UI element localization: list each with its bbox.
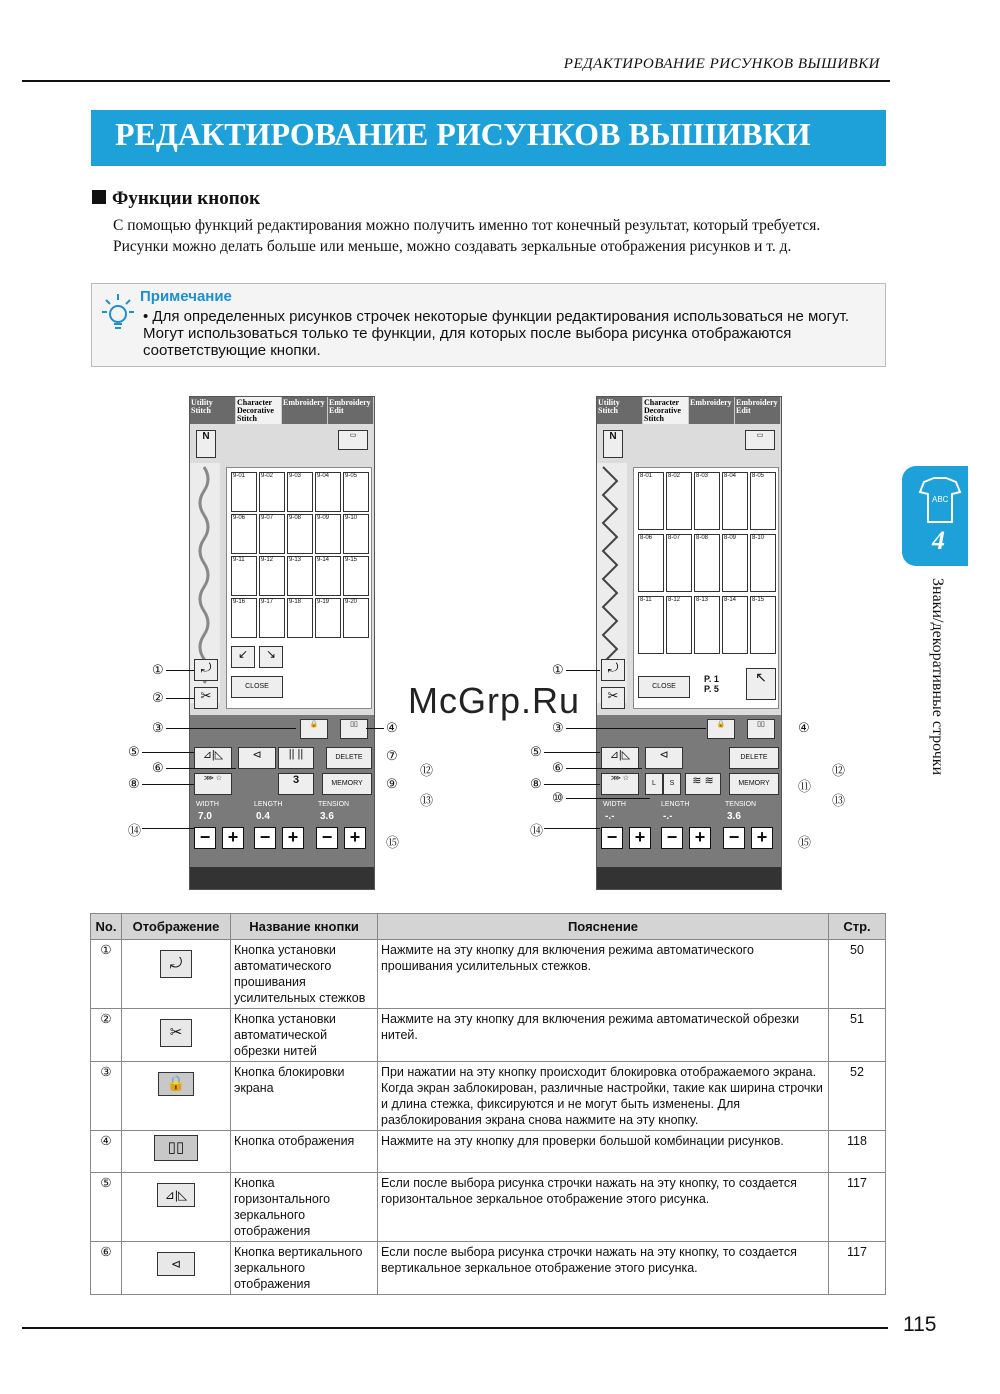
- callout-15: ⑮: [386, 835, 400, 850]
- length-minus-button[interactable]: −: [661, 827, 683, 849]
- tension-label: TENSION: [318, 801, 350, 808]
- stitch-cell[interactable]: 9-02: [259, 472, 285, 512]
- callout-3: ③: [152, 720, 164, 735]
- row-no: ②: [91, 1009, 122, 1062]
- stitch-cell[interactable]: 9-16: [231, 598, 257, 638]
- width-minus-button[interactable]: −: [194, 827, 216, 849]
- tension-minus-button[interactable]: −: [723, 827, 745, 849]
- row-desc: Нажмите на эту кнопку для включения режима автоматического прошивания усилительных стежков.: [378, 940, 829, 1009]
- stitch-cell[interactable]: 9-07: [259, 514, 285, 554]
- callout-12: ⑫: [832, 763, 846, 778]
- tension-value: 3.6: [320, 811, 334, 822]
- stitch-cell[interactable]: 8-06: [638, 534, 664, 592]
- left-screen: [189, 396, 375, 890]
- row-page: 52: [829, 1062, 886, 1131]
- reinforcement-button[interactable]: ⤾: [601, 659, 625, 681]
- table-row: [91, 1131, 886, 1173]
- row-no: ⑥: [91, 1242, 122, 1295]
- width-minus-button[interactable]: −: [601, 827, 623, 849]
- page-title: РЕДАКТИРОВАНИЕ РИСУНКОВ ВЫШИВКИ: [115, 116, 811, 152]
- tab-embroidery-edit[interactable]: Embroidery Edit: [328, 397, 374, 424]
- svg-text:ABC: ABC: [932, 495, 949, 504]
- callout-3: ③: [552, 720, 564, 735]
- horizontal-mirror-button[interactable]: ⊿|◺: [601, 747, 639, 769]
- row-name: Кнопка горизонтального зеркального отображения: [231, 1173, 378, 1242]
- callout-13: ⑬: [832, 793, 846, 808]
- row-desc: Нажмите на эту кнопку для проверки большой комбинации рисунков.: [378, 1131, 829, 1173]
- help-icon[interactable]: ▭: [338, 430, 368, 450]
- stitch-cell[interactable]: 8-09: [722, 534, 748, 592]
- width-label: WIDTH: [196, 801, 219, 808]
- stitch-cell[interactable]: 9-10: [343, 514, 369, 554]
- callout-2: ②: [152, 690, 164, 705]
- callout-12: ⑫: [420, 763, 434, 778]
- close-button[interactable]: CLOSE: [638, 676, 690, 698]
- footer-rule: [22, 1327, 888, 1329]
- stitch-cell[interactable]: 8-12: [666, 596, 692, 654]
- stitch-cell[interactable]: 9-18: [287, 598, 313, 638]
- callout-14: ⑭: [128, 823, 142, 838]
- header-rule: [22, 80, 890, 82]
- stitch-cell[interactable]: 8-07: [666, 534, 692, 592]
- help-icon[interactable]: ▭: [745, 430, 775, 450]
- length-minus-button[interactable]: −: [254, 827, 276, 849]
- width-plus-button[interactable]: +: [222, 827, 244, 849]
- reinforcement-icon: ⤾: [160, 950, 192, 978]
- stitch-cell[interactable]: 8-08: [694, 534, 720, 592]
- stitch-cell[interactable]: 8-02: [666, 472, 692, 530]
- row-no: ④: [91, 1131, 122, 1173]
- vertical-mirror-button[interactable]: ⊲: [645, 747, 683, 769]
- table-row: [91, 1062, 886, 1131]
- horizontal-mirror-icon: ⊿|◺: [157, 1183, 195, 1207]
- view-button[interactable]: ▯▯: [747, 719, 775, 739]
- memory-button[interactable]: MEMORY: [322, 773, 372, 795]
- row-no: ⑤: [91, 1173, 122, 1242]
- row-no: ③: [91, 1062, 122, 1131]
- row-name: Кнопка вертикального зеркального отображения: [231, 1242, 378, 1295]
- size-large-button[interactable]: L: [645, 773, 663, 795]
- intro-paragraph: С помощью функций редактирования можно получить именно тот конечный результат, который требуется. Рисунки можно делать больше или меньше, можно создавать зеркальные отображения рисунков и т. д.: [113, 217, 821, 255]
- tension-minus-button[interactable]: −: [316, 827, 338, 849]
- length-plus-button[interactable]: +: [282, 827, 304, 849]
- row-desc: Если после выбора рисунка строчки нажать на эту кнопку, то создается вертикальное зеркальное отображение этого рисунка.: [378, 1242, 829, 1295]
- right-screen: [596, 396, 782, 890]
- stitch-cell[interactable]: 9-20: [343, 598, 369, 638]
- table-row: [91, 940, 886, 1009]
- page-turn-icon[interactable]: ↖: [746, 668, 776, 700]
- row-name: Кнопка установки автоматической обрезки нитей: [231, 1009, 378, 1062]
- length-value: -.-: [663, 811, 673, 822]
- row-page: 118: [829, 1131, 886, 1173]
- tab-embroidery[interactable]: Embroidery: [689, 397, 735, 424]
- tension-plus-button[interactable]: +: [751, 827, 773, 849]
- width-plus-button[interactable]: +: [629, 827, 651, 849]
- square-bullet-icon: [92, 190, 106, 204]
- stitch-cell[interactable]: 8-01: [638, 472, 664, 530]
- page-total: P. 5: [704, 684, 719, 694]
- view-icon: ▯▯: [154, 1135, 198, 1161]
- needle-position-button[interactable]: || ||: [278, 747, 314, 769]
- stitch-cell[interactable]: 8-15: [750, 596, 776, 654]
- col-no: No.: [91, 914, 122, 940]
- density-button[interactable]: ≋ ≋: [685, 773, 721, 795]
- vertical-mirror-icon: ⊲: [157, 1252, 195, 1276]
- callout-11: ⑪: [798, 779, 812, 794]
- screen-tabs: [190, 397, 374, 424]
- callout-4: ④: [386, 720, 398, 735]
- section-heading: [92, 188, 260, 210]
- arrow-down-right-icon[interactable]: ↘: [259, 646, 283, 668]
- elongation-button[interactable]: ⋙ ☆: [601, 773, 639, 795]
- delete-button[interactable]: DELETE: [326, 747, 372, 769]
- col-page: Стр.: [829, 914, 886, 940]
- row-page: 117: [829, 1173, 886, 1242]
- stitch-cell[interactable]: 8-11: [638, 596, 664, 654]
- tension-label: TENSION: [725, 801, 757, 808]
- stitch-cell[interactable]: 8-04: [722, 472, 748, 530]
- stitch-cell[interactable]: 9-08: [287, 514, 313, 554]
- note-text: • Для определенных рисунков строчек некоторые функции редактирования использоваться не могут. Могут использоваться только те функции, для которых после выбора рисунка отображаются соответствующие кнопки.: [143, 308, 849, 359]
- memory-button[interactable]: MEMORY: [729, 773, 779, 795]
- callout-6: ⑥: [552, 760, 564, 775]
- tab-utility[interactable]: Utility Stitch: [597, 397, 643, 424]
- scissors-button[interactable]: ✂: [194, 687, 218, 709]
- table-row: [91, 1173, 886, 1242]
- stitch-cell[interactable]: 9-15: [343, 556, 369, 596]
- row-desc: При нажатии на эту кнопку происходит блокировка отображаемого экрана. Когда экран заблокирован, различные настройки, такие как ширина строчки и длина стежка, фиксируются и не могут быть изменены. Для разблокирования экрана снова нажмите на эту кнопку.: [378, 1062, 829, 1131]
- bottom-bar: [597, 867, 781, 889]
- tension-plus-button[interactable]: +: [344, 827, 366, 849]
- col-name: Название кнопки: [231, 914, 378, 940]
- stitch-cell[interactable]: 9-14: [315, 556, 341, 596]
- stitch-cell[interactable]: 8-13: [694, 596, 720, 654]
- edit-panel: [190, 715, 374, 867]
- callout-10: ⑩: [552, 790, 564, 805]
- row-name: Кнопка отображения: [231, 1131, 378, 1173]
- row-no: ①: [91, 940, 122, 1009]
- callout-5: ⑤: [530, 744, 542, 759]
- chapter-label: Знаки/декоративные строчки: [929, 578, 946, 776]
- running-header: РЕДАКТИРОВАНИЕ РИСУНКОВ ВЫШИВКИ: [563, 56, 880, 72]
- stitch-cell[interactable]: 9-13: [287, 556, 313, 596]
- stitch-grid: [226, 467, 372, 709]
- row-name: Кнопка блокировки экрана: [231, 1062, 378, 1131]
- size-small-button[interactable]: S: [663, 773, 681, 795]
- stitch-cell[interactable]: 8-03: [694, 472, 720, 530]
- view-button[interactable]: ▯▯: [340, 719, 368, 739]
- shirt-icon: [916, 476, 982, 536]
- row-page: 117: [829, 1242, 886, 1295]
- col-display: Отображение: [122, 914, 231, 940]
- row-desc: Нажмите на эту кнопку для включения режима автоматической обрезки нитей.: [378, 1009, 829, 1062]
- callout-8: ⑧: [530, 776, 542, 791]
- callout-7: ⑦: [386, 748, 398, 763]
- chapter-number: 4: [932, 526, 945, 555]
- tab-character[interactable]: Character Decorative Stitch: [236, 397, 282, 424]
- presser-foot-icon: N: [603, 430, 623, 458]
- delete-button[interactable]: DELETE: [729, 747, 779, 769]
- watermark: McGrp.Ru: [408, 680, 581, 721]
- stitch-cell[interactable]: 9-05: [343, 472, 369, 512]
- repeat-button[interactable]: 3: [278, 773, 314, 795]
- callout-9: ⑨: [386, 776, 398, 791]
- width-value: 7.0: [198, 811, 212, 822]
- callout-15: ⑮: [798, 835, 812, 850]
- button-functions-table: [90, 913, 886, 1295]
- bottom-bar: [190, 867, 374, 889]
- callout-5: ⑤: [128, 744, 140, 759]
- edit-panel: [597, 715, 781, 867]
- lock-button[interactable]: 🔒: [707, 719, 735, 739]
- tab-character[interactable]: Character Decorative Stitch: [643, 397, 689, 424]
- callout-6: ⑥: [152, 760, 164, 775]
- close-button[interactable]: CLOSE: [231, 676, 283, 698]
- tension-value: 3.6: [727, 811, 741, 822]
- callout-1: ①: [152, 662, 164, 677]
- stitch-cell[interactable]: 8-14: [722, 596, 748, 654]
- length-value: 0.4: [256, 811, 270, 822]
- callout-4: ④: [798, 720, 810, 735]
- col-explanation: Пояснение: [378, 914, 829, 940]
- stitch-cell[interactable]: 9-12: [259, 556, 285, 596]
- page-current: P. 1: [704, 674, 719, 684]
- stitch-cell[interactable]: 9-06: [231, 514, 257, 554]
- length-label: LENGTH: [661, 801, 690, 808]
- scissors-button[interactable]: ✂: [601, 687, 625, 709]
- stitch-cell[interactable]: 9-09: [315, 514, 341, 554]
- vertical-mirror-button[interactable]: ⊲: [238, 747, 276, 769]
- length-label: LENGTH: [254, 801, 283, 808]
- row-page: 51: [829, 1009, 886, 1062]
- table-row: [91, 1009, 886, 1062]
- callout-8: ⑧: [128, 776, 140, 791]
- callout-13: ⑬: [420, 793, 434, 808]
- horizontal-mirror-button[interactable]: ⊿|◺: [194, 747, 232, 769]
- elongation-button[interactable]: ⋙ ☆: [194, 773, 232, 795]
- section-heading-text: Функции кнопок: [112, 188, 261, 209]
- presser-foot-icon: N: [196, 430, 216, 458]
- width-label: WIDTH: [603, 801, 626, 808]
- row-desc: Если после выбора рисунка строчки нажать на эту кнопку, то создается горизонтальное зеркальное отображение этого рисунка.: [378, 1173, 829, 1242]
- row-name: Кнопка установки автоматического прошивания усилительных стежков: [231, 940, 378, 1009]
- stitch-cell[interactable]: 9-01: [231, 472, 257, 512]
- screen-tabs: [597, 397, 781, 424]
- stitch-cell[interactable]: 8-10: [750, 534, 776, 592]
- tab-embroidery[interactable]: Embroidery: [282, 397, 328, 424]
- stitch-cell[interactable]: 9-04: [315, 472, 341, 512]
- tab-utility[interactable]: Utility Stitch: [190, 397, 236, 424]
- callout-14: ⑭: [530, 823, 544, 838]
- note-title: Примечание: [140, 288, 232, 305]
- reinforcement-button[interactable]: ⤾: [194, 659, 218, 681]
- stitch-grid: [633, 467, 779, 709]
- stitch-cell[interactable]: 9-11: [231, 556, 257, 596]
- lock-button[interactable]: 🔒: [300, 719, 328, 739]
- callout-1: ①: [552, 662, 564, 677]
- stitch-cell[interactable]: 8-05: [750, 472, 776, 530]
- page-number: 115: [903, 1313, 937, 1336]
- length-plus-button[interactable]: +: [689, 827, 711, 849]
- stitch-cell[interactable]: 9-19: [315, 598, 341, 638]
- stitch-cell[interactable]: 9-03: [287, 472, 313, 512]
- table-row: [91, 1242, 886, 1295]
- lock-icon: 🔒: [158, 1072, 194, 1096]
- width-value: -.-: [605, 811, 615, 822]
- row-page: 50: [829, 940, 886, 1009]
- scissors-icon: ✂: [160, 1019, 192, 1047]
- lightbulb-icon: [100, 290, 136, 334]
- arrow-down-left-icon[interactable]: ↙: [231, 646, 255, 668]
- stitch-cell[interactable]: 9-17: [259, 598, 285, 638]
- tab-embroidery-edit[interactable]: Embroidery Edit: [735, 397, 781, 424]
